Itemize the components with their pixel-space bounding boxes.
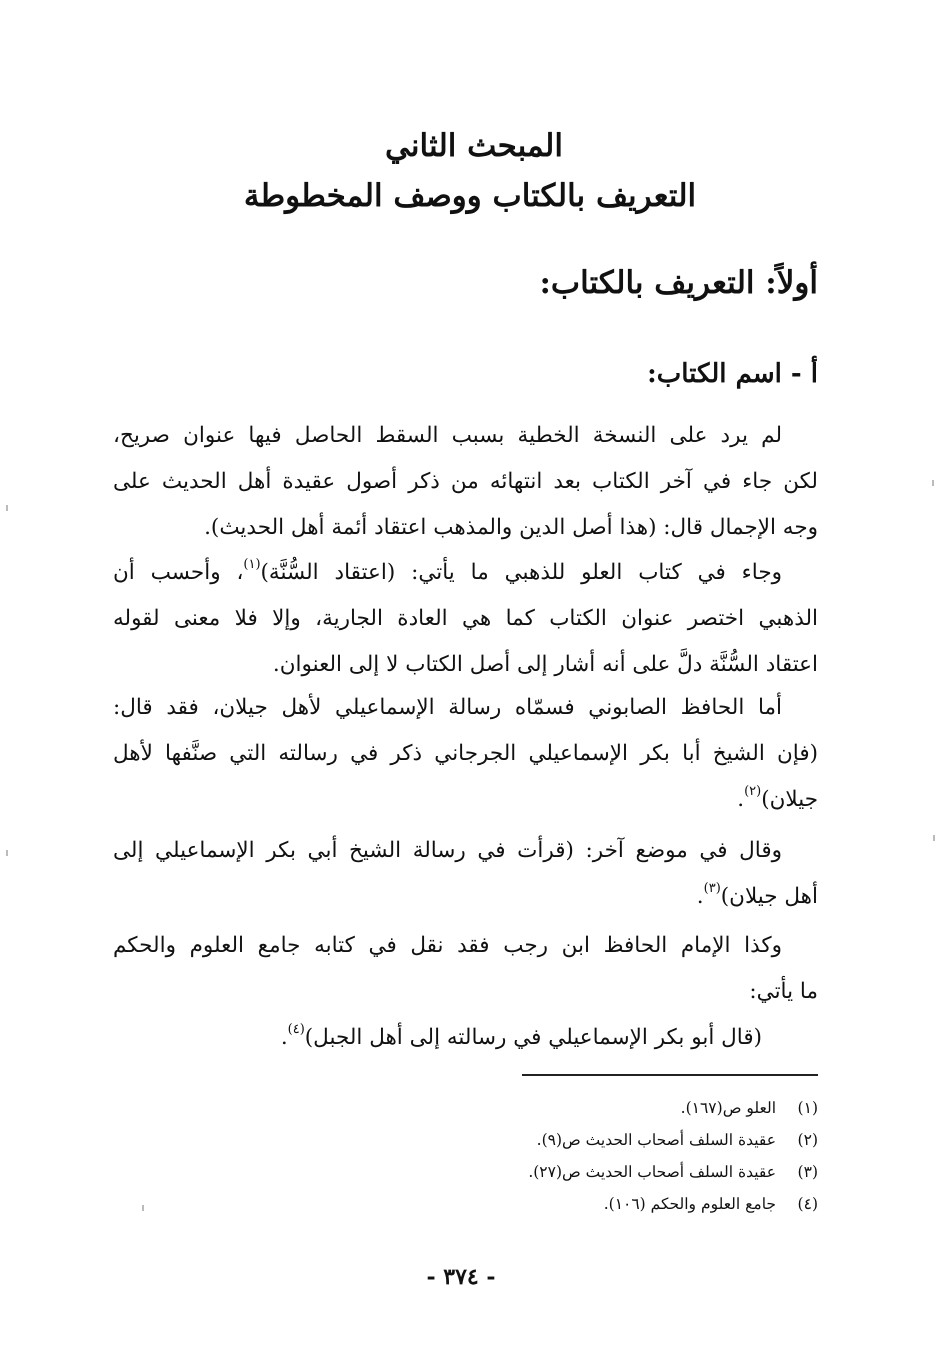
- scan-speck: [933, 835, 935, 841]
- footnote-separator: [522, 1074, 818, 1076]
- paragraph-line: لم يرد على النسخة الخطية بسبب السقط الحاصل فيها عنوان صريح،: [113, 423, 782, 448]
- subsection-heading: أ - اسم الكتاب:: [647, 359, 818, 389]
- paragraph-line: الذهبي اختصر عنوان الكتاب كما هي العادة الجارية، وإلا فلا معنى لقوله: [113, 606, 818, 631]
- scan-speck: [6, 850, 8, 856]
- line-text: .: [280, 1025, 288, 1050]
- footnote-number: (٣): [797, 1163, 818, 1181]
- line-text: (قال أبو بكر الإسماعيلي في رسالته إلى أهل الجبل): [304, 1025, 762, 1050]
- chapter-subtitle: التعريف بالكتاب ووصف المخطوطة: [243, 178, 697, 214]
- footnote-ref: (١): [243, 557, 261, 572]
- footnote-ref: (٤): [287, 1022, 305, 1037]
- scan-speck: [6, 505, 8, 511]
- footnote-text: عقيدة السلف أصحاب الحديث ص(٩).: [536, 1131, 776, 1149]
- line-text: .: [737, 787, 745, 812]
- footnote-ref: (٣): [703, 881, 721, 896]
- paragraph-line: أما الحافظ الصابوني فسمّاه رسالة الإسماعيلي لأهل جيلان، فقد قال:: [113, 695, 782, 720]
- paragraph-line: وقال في موضع آخر: (قرأت في رسالة الشيخ أبي بكر الإسماعيلي إلى: [113, 838, 782, 863]
- paragraph-line: وجه الإجمال قال: (هذا أصل الدين والمذهب اعتقاد أئمة أهل الحديث).: [204, 515, 818, 540]
- paragraph-line: وكذا الإمام الحافظ ابن رجب فقد نقل في كتابه جامع العلوم والحكم: [113, 933, 782, 958]
- section-heading: أولاً: التعريف بالكتاب:: [539, 265, 818, 301]
- paragraph-line: اعتقاد السُّنَّة دلَّ على أنه أشار إلى أصل الكتاب لا إلى العنوان.: [272, 652, 818, 677]
- paragraph-5: [113, 923, 818, 1061]
- scan-speck: [932, 480, 934, 486]
- footnote-item: [113, 1156, 818, 1188]
- scan-speck: [142, 1205, 144, 1211]
- paragraph-3: [113, 685, 818, 823]
- paragraph-line: [113, 874, 818, 920]
- paragraph-line: [113, 777, 818, 823]
- footnote-number: (٢): [797, 1131, 818, 1149]
- paragraph-line: لكن جاء في آخر الكتاب بعد انتهائه من ذكر أصول عقيدة أهل الحديث على: [113, 469, 818, 494]
- paragraph-1: [113, 413, 818, 551]
- paragraph-4: [113, 828, 818, 920]
- line-text: أهل جيلان): [720, 884, 818, 909]
- line-text: .: [696, 884, 704, 909]
- footnote-text: العلو ص(١٦٧).: [680, 1099, 776, 1117]
- paragraph-line: (فإن الشيخ أبا بكر الإسماعيلي الجرجاني ذكر في رسالته التي صنَّفها لأهل: [113, 741, 818, 766]
- footnotes: [113, 1092, 818, 1220]
- footnote-number: (٤): [797, 1195, 818, 1213]
- footnote-text: عقيدة السلف أصحاب الحديث ص(٢٧).: [528, 1163, 776, 1181]
- footnote-number: (١): [797, 1099, 818, 1117]
- line-text: جيلان): [761, 787, 818, 812]
- footnote-text: جامع العلوم والحكم (١٠٦).: [603, 1195, 776, 1213]
- paragraph-line: ما يأتي:: [749, 979, 818, 1004]
- line-text: ، وأحسب أن: [113, 560, 244, 585]
- footnote-ref: (٢): [744, 784, 762, 799]
- footnote-item: [113, 1124, 818, 1156]
- footnote-item: [113, 1092, 818, 1124]
- footnote-item: [113, 1188, 818, 1220]
- line-text: وجاء في كتاب العلو للذهبي ما يأتي: (اعتقاد السُّنَّة): [260, 560, 782, 585]
- paragraph-line: [113, 550, 818, 596]
- paragraph-2: [113, 550, 818, 688]
- chapter-title: المبحث الثاني: [385, 128, 563, 164]
- page-number: - ٣٧٤ -: [426, 1264, 496, 1290]
- quote-line: [113, 1015, 818, 1061]
